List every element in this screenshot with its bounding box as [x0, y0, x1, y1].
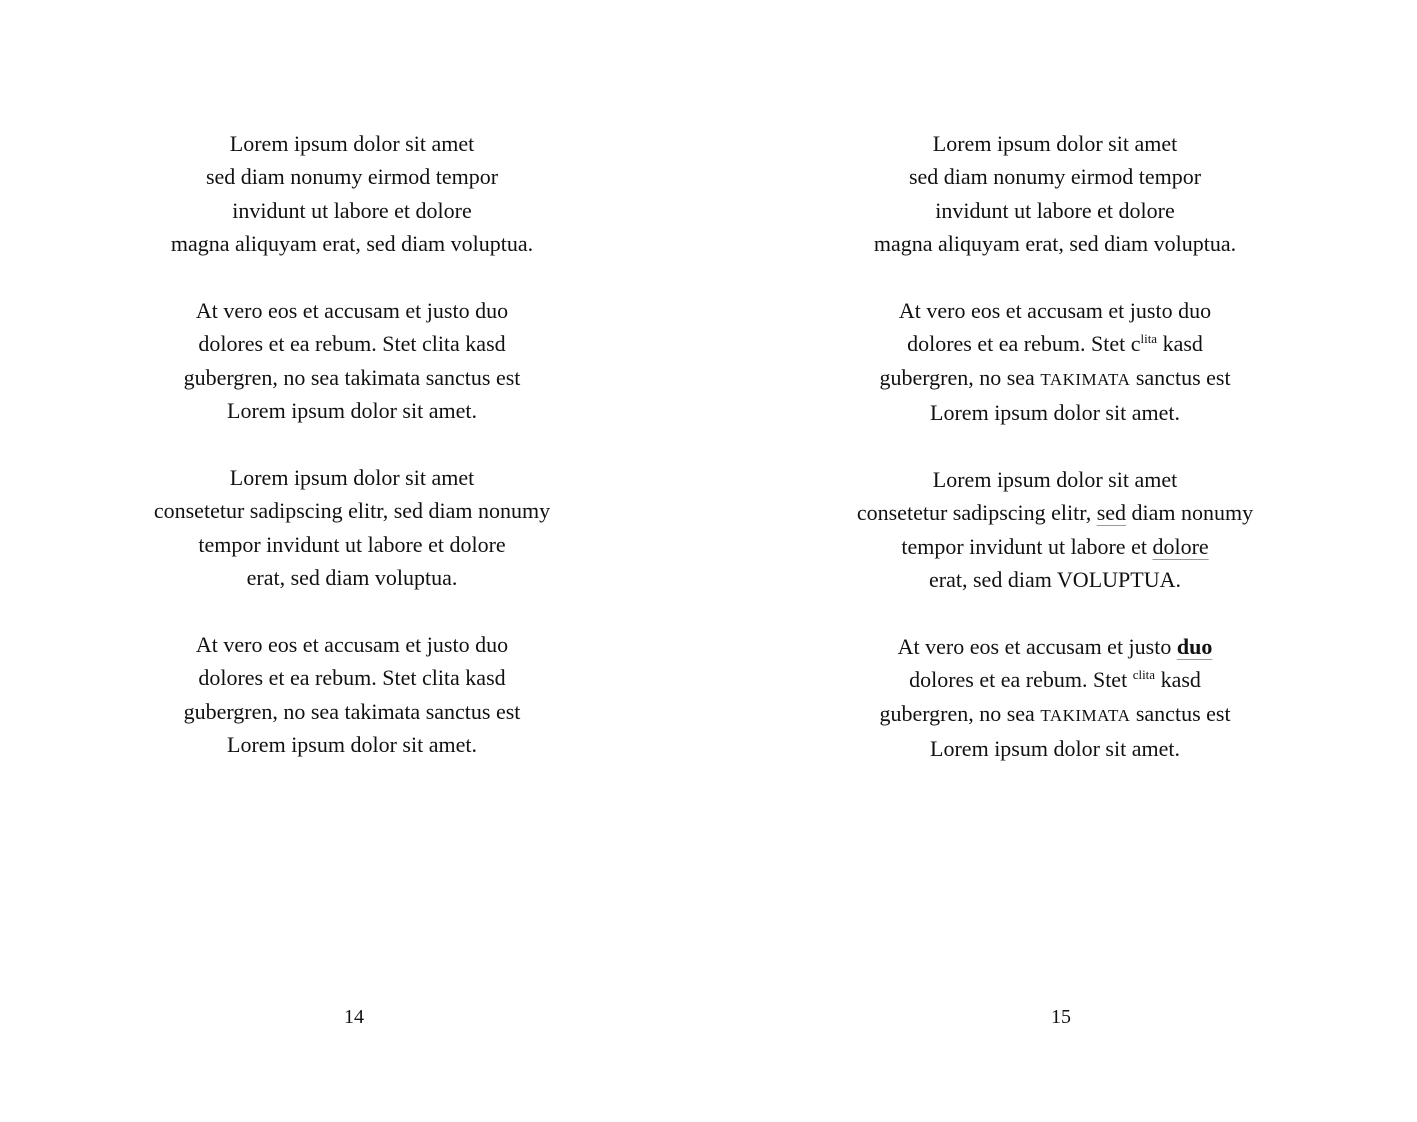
poem-line: sed diam nonumy eirmod tempor: [205, 164, 499, 190]
page-number: 14: [344, 1006, 364, 1028]
poem-line: invidunt ut labore et dolore: [935, 197, 1175, 223]
text-run: dolores et ea rebum. Stet c: [907, 331, 1141, 357]
poem-line: invidunt ut labore et dolore: [232, 197, 472, 223]
poem-line: [701, 630, 1409, 663]
poem-line: Lorem ipsum dolor sit amet: [932, 467, 1178, 493]
small-caps-text: TAKIMATA: [1040, 369, 1131, 389]
stanza-2: [701, 294, 1409, 430]
poem-line: At vero eos et accusam et justo duo: [195, 298, 509, 324]
poem-line: [701, 327, 1409, 360]
bold-text: duo: [1176, 634, 1213, 660]
poem-line: At vero eos et accusam et justo duo: [898, 298, 1212, 324]
poem-line: sed diam nonumy eirmod tempor: [908, 164, 1202, 190]
poem-line: [701, 663, 1409, 696]
underlined-text: dolore: [1152, 533, 1209, 559]
right-poem: [701, 127, 1409, 799]
poem-line: [701, 496, 1409, 529]
text-run: kasd: [1155, 667, 1201, 693]
poem-line: Lorem ipsum dolor sit amet.: [930, 400, 1180, 426]
poem-line: dolores et ea rebum. Stet clita kasd: [198, 331, 506, 357]
superscript-text: clita: [1132, 667, 1156, 683]
poem-line: gubergren, no sea takimata sanctus est: [183, 364, 521, 390]
text-run: diam nonumy: [1126, 500, 1254, 526]
poem-line: [701, 530, 1409, 563]
stanza-1: [0, 127, 706, 261]
text-run: sanctus est: [1130, 700, 1231, 726]
poem-line: dolores et ea rebum. Stet clita kasd: [198, 665, 506, 691]
text-run: gubergren, no sea: [879, 700, 1041, 726]
right-page: [709, 0, 1417, 1122]
poem-line: erat, sed diam voluptua.: [246, 565, 458, 591]
small-caps-text: TAKIMATA: [1040, 705, 1131, 725]
text-run: tempor invidunt ut labore et: [901, 533, 1153, 559]
poem-line: Lorem ipsum dolor sit amet: [229, 131, 475, 156]
text-run: dolores et ea rebum. Stet: [909, 667, 1133, 693]
text-run: sanctus est: [1130, 364, 1231, 390]
stanza-3: [701, 463, 1409, 597]
poem-line: Lorem ipsum dolor sit amet.: [227, 398, 477, 424]
poem-line: Lorem ipsum dolor sit amet: [229, 465, 475, 491]
stanza-4: [701, 630, 1409, 766]
poem-line: tempor invidunt ut labore et dolore: [198, 531, 506, 557]
text-run: At vero eos et accusam et justo: [897, 634, 1177, 660]
page-number: 15: [1051, 1006, 1071, 1028]
text-run: kasd: [1157, 331, 1203, 357]
underlined-text: sed: [1096, 500, 1127, 526]
poem-line: Lorem ipsum dolor sit amet.: [227, 732, 477, 758]
poem-line: magna aliquyam erat, sed diam voluptua.: [170, 231, 534, 257]
stanza-2: [0, 294, 706, 428]
stanza-1: [701, 127, 1409, 261]
left-page: [0, 0, 708, 1122]
poem-line: gubergren, no sea takimata sanctus est: [183, 698, 521, 724]
poem-line: consetetur sadipscing elitr, sed diam nonumy: [153, 498, 551, 524]
left-poem: [0, 127, 706, 795]
poem-line: At vero eos et accusam et justo duo: [195, 632, 509, 658]
poem-line: Lorem ipsum dolor sit amet: [932, 131, 1178, 156]
superscript-text: lita: [1140, 331, 1158, 347]
poem-line: Lorem ipsum dolor sit amet.: [930, 736, 1180, 762]
text-run: gubergren, no sea: [879, 364, 1041, 390]
stanza-4: [0, 628, 706, 762]
poem-line: [701, 697, 1409, 732]
poem-line: [701, 361, 1409, 396]
poem-line: erat, sed diam VOLUPTUA.: [929, 567, 1181, 593]
poem-line: magna aliquyam erat, sed diam voluptua.: [873, 231, 1237, 257]
text-run: consetetur sadipscing elitr,: [856, 500, 1097, 526]
stanza-3: [0, 461, 706, 595]
